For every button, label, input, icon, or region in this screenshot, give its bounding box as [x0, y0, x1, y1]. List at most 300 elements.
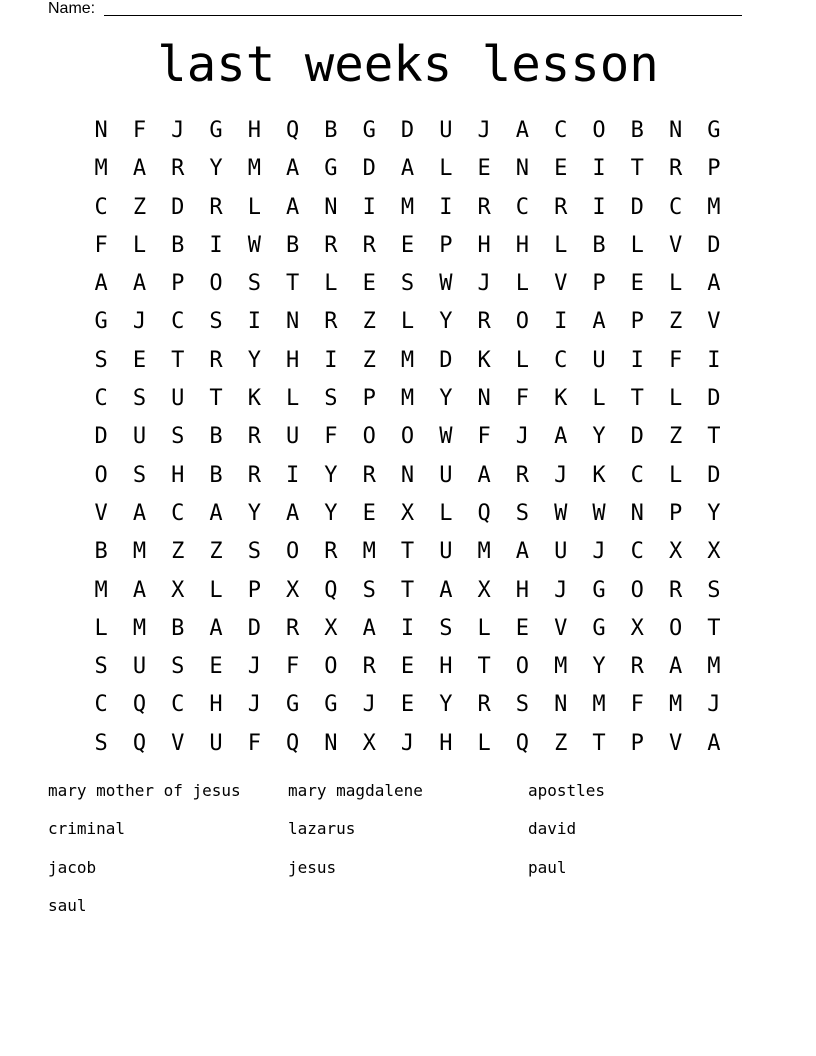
grid-letter: A [94, 271, 108, 297]
grid-letter: T [286, 271, 300, 297]
grid-letter: V [554, 615, 568, 641]
grid-letter: M [400, 194, 415, 220]
grid-letter: B [324, 118, 338, 143]
grid-letter: S [94, 730, 108, 756]
grid-letter: G [592, 577, 606, 603]
grid-letter: Z [362, 347, 376, 373]
grid-letter: P [630, 309, 644, 335]
grid-letter: A [400, 156, 415, 182]
grid-letter: Z [171, 539, 185, 565]
grid-letter: I [400, 615, 415, 641]
grid-letter: R [324, 232, 338, 258]
grid-letter: U [439, 118, 453, 143]
grid-letter: X [477, 577, 491, 603]
grid-letter: X [707, 539, 721, 565]
grid-letter: R [286, 615, 300, 641]
grid-letter: K [477, 347, 491, 373]
grid-letter: T [477, 654, 491, 680]
grid-letter: V [94, 500, 108, 526]
grid-letter: J [554, 462, 568, 488]
grid-letter: F [324, 424, 338, 450]
grid-letter: J [171, 118, 185, 143]
grid-letter: A [209, 500, 223, 526]
grid-letter: A [515, 539, 530, 565]
grid-letter: F [94, 232, 108, 258]
grid-letter: L [592, 386, 606, 412]
grid-letter: D [439, 347, 453, 373]
grid-letter: B [171, 615, 185, 641]
grid-letter: S [209, 309, 223, 335]
word-list-item: jacob [48, 857, 97, 877]
grid-letter: F [247, 730, 261, 756]
grid-letter: R [324, 539, 338, 565]
grid-letter: I [439, 194, 453, 220]
grid-letter: D [630, 424, 644, 450]
grid-letter: N [286, 309, 300, 335]
grid-letter: B [592, 232, 606, 258]
grid-letter: K [247, 386, 261, 412]
grid-letter: B [630, 118, 644, 143]
word-list-item: david [528, 819, 577, 839]
grid-letter: G [209, 118, 223, 143]
grid-letter: G [324, 156, 338, 182]
grid-letter: R [362, 462, 376, 488]
grid-letter: C [630, 462, 644, 488]
grid-letter: J [515, 424, 530, 450]
grid-letter: I [707, 347, 721, 373]
grid-letter: C [171, 500, 185, 526]
grid-letter: K [592, 462, 606, 488]
grid-letter: A [707, 271, 721, 297]
grid-letter: F [630, 692, 644, 718]
grid-letter: R [324, 309, 338, 335]
grid-letter: S [362, 577, 376, 603]
grid-letter: I [554, 309, 568, 335]
grid-letter: Q [286, 730, 300, 756]
grid-letter: R [362, 654, 376, 680]
grid-letter: U [592, 347, 606, 373]
grid-letter: Y [439, 309, 453, 335]
grid-letter: N [554, 692, 568, 718]
grid-letter: E [515, 615, 530, 641]
grid-letter: S [324, 386, 338, 412]
grid-letter: L [668, 271, 683, 297]
grid-letter: L [515, 271, 530, 297]
grid-letter: P [247, 577, 261, 603]
grid-letter: K [554, 386, 568, 412]
grid-letter: E [362, 271, 376, 297]
grid-letter: Z [668, 309, 683, 335]
grid-letter: J [554, 577, 568, 603]
grid-letter: H [515, 577, 530, 603]
grid-letter: U [286, 424, 300, 450]
grid-letter: W [439, 424, 453, 450]
grid-letter: H [171, 462, 185, 488]
grid-letter: Y [324, 462, 338, 488]
grid-letter: D [171, 194, 185, 220]
grid-letter: X [286, 577, 300, 603]
grid-letter: M [592, 692, 606, 718]
grid-letter: Y [592, 424, 606, 450]
page-title: last weeks lesson [157, 36, 659, 93]
grid-letter: T [592, 730, 606, 756]
grid-letter: S [515, 500, 530, 526]
grid-letter: F [668, 347, 683, 373]
grid-letter: L [132, 232, 147, 258]
grid-letter: A [707, 730, 721, 756]
grid-letter: N [668, 118, 683, 143]
grid-letter: L [477, 615, 491, 641]
grid-letter: C [94, 194, 108, 220]
grid-letter: G [286, 692, 300, 718]
grid-letter: Q [132, 730, 147, 756]
grid-letter: B [94, 539, 108, 565]
grid-letter: H [247, 118, 261, 143]
grid-letter: N [400, 462, 415, 488]
grid-letter: J [132, 309, 147, 335]
grid-letter: M [132, 539, 147, 565]
grid-letter: X [171, 577, 185, 603]
grid-letter: H [209, 692, 223, 718]
grid-letter: R [247, 424, 261, 450]
grid-letter: V [668, 730, 683, 756]
grid-letter: C [171, 309, 185, 335]
grid-letter: L [515, 347, 530, 373]
grid-letter: D [94, 424, 108, 450]
grid-letter: I [209, 232, 223, 258]
grid-letter: G [707, 118, 721, 143]
grid-letter: I [362, 194, 376, 220]
grid-letter: L [400, 309, 415, 335]
grid-letter: E [209, 654, 223, 680]
grid-letter: L [554, 232, 568, 258]
grid-letter: C [554, 347, 568, 373]
grid-letter: P [668, 500, 683, 526]
grid-letter: O [668, 615, 683, 641]
grid-letter: L [668, 462, 683, 488]
grid-letter: S [132, 462, 147, 488]
grid-letter: Q [286, 118, 300, 143]
grid-letter: R [668, 577, 683, 603]
grid-letter: R [477, 309, 491, 335]
grid-letter: J [247, 692, 261, 718]
grid-letter: Q [477, 500, 491, 526]
grid-letter: S [247, 539, 261, 565]
grid-letter: T [209, 386, 223, 412]
grid-letter: Q [515, 730, 530, 756]
word-list-item: mary magdalene [288, 781, 423, 800]
grid-letter: O [209, 271, 223, 297]
grid-letter: H [286, 347, 300, 373]
grid-letter: U [132, 654, 147, 680]
grid-letter: Y [247, 347, 261, 373]
grid-letter: H [439, 654, 453, 680]
grid-letter: A [477, 462, 491, 488]
grid-letter: R [362, 232, 376, 258]
grid-letter: Y [247, 500, 261, 526]
word-list-item: jesus [288, 857, 337, 877]
grid-letter: A [132, 271, 147, 297]
grid-letter: J [592, 539, 606, 565]
grid-letter: L [439, 156, 453, 182]
word-list-item: lazarus [288, 819, 356, 839]
grid-letter: S [707, 577, 721, 603]
grid-letter: V [554, 271, 568, 297]
grid-letter: G [362, 118, 376, 143]
grid-letter: S [515, 692, 530, 718]
grid-letter: Y [439, 692, 453, 718]
grid-letter: Z [132, 194, 147, 220]
grid-letter: S [439, 615, 453, 641]
grid-letter: N [94, 118, 108, 143]
grid-letter: B [286, 232, 300, 258]
grid-letter: J [477, 118, 491, 143]
grid-letter: L [247, 194, 261, 220]
grid-letter: Y [707, 500, 721, 526]
grid-letter: V [707, 309, 721, 335]
word-list-item: saul [48, 895, 87, 915]
grid-letter: U [209, 730, 223, 756]
grid-letter: B [171, 232, 185, 258]
grid-letter: Z [209, 539, 223, 565]
grid-letter: S [171, 424, 185, 450]
grid-letter: M [400, 347, 415, 373]
grid-letter: T [171, 347, 185, 373]
grid-letter: P [362, 386, 376, 412]
grid-letter: B [209, 424, 223, 450]
word-list [48, 780, 768, 933]
grid-letter: C [668, 194, 683, 220]
grid-letter: T [400, 577, 415, 603]
grid-letter: M [477, 539, 491, 565]
grid-letter: A [362, 615, 376, 641]
grid-letter: A [439, 577, 453, 603]
grid-letter: P [592, 271, 606, 297]
grid-letter: I [324, 347, 338, 373]
grid-letter: L [439, 500, 453, 526]
grid-letter: D [707, 232, 721, 258]
grid-letter: R [171, 156, 185, 182]
grid-letter: W [247, 232, 261, 258]
grid-letter: U [439, 539, 453, 565]
grid-letter: M [400, 386, 415, 412]
grid-letter: M [132, 615, 147, 641]
grid-letter: E [362, 500, 376, 526]
grid-letter: I [630, 347, 644, 373]
grid-letter: M [554, 654, 568, 680]
grid-letter: F [477, 424, 491, 450]
grid-letter: J [707, 692, 721, 718]
grid-letter: S [400, 271, 415, 297]
word-list-item: mary mother of jesus [48, 781, 241, 800]
grid-letter: A [132, 500, 147, 526]
grid-letter: G [94, 309, 108, 335]
grid-letter: O [324, 654, 338, 680]
grid-letter: P [707, 156, 721, 182]
grid-letter: R [477, 194, 491, 220]
grid-letter: L [94, 615, 108, 641]
grid-letter: D [400, 118, 415, 143]
grid-letter: W [592, 500, 606, 526]
name-underline [104, 15, 742, 16]
grid-letter: A [515, 118, 530, 143]
grid-letter: C [515, 194, 530, 220]
grid-letter: T [707, 615, 721, 641]
grid-letter: R [630, 654, 644, 680]
grid-letter: L [209, 577, 223, 603]
grid-letter: T [707, 424, 721, 450]
grid-letter: H [515, 232, 530, 258]
grid-letter: O [400, 424, 415, 450]
grid-letter: N [477, 386, 491, 412]
grid-letter: T [630, 156, 644, 182]
grid-letter: J [247, 654, 261, 680]
grid-letter: Q [132, 692, 147, 718]
grid-letter: H [477, 232, 491, 258]
grid-letter: O [515, 309, 530, 335]
grid-letter: O [515, 654, 530, 680]
grid-letter: A [132, 156, 147, 182]
grid-letter: G [592, 615, 606, 641]
grid-letter: M [94, 156, 108, 182]
grid-letter: R [209, 347, 223, 373]
grid-letter: O [592, 118, 606, 143]
grid-letter: U [171, 386, 185, 412]
grid-letter: R [515, 462, 530, 488]
grid-letter: J [362, 692, 376, 718]
grid-letter: D [630, 194, 644, 220]
grid-letter: J [400, 730, 415, 756]
grid-letter: F [286, 654, 300, 680]
grid-letter: Y [592, 654, 606, 680]
grid-letter: I [592, 194, 606, 220]
name-field[interactable] [48, 0, 742, 18]
word-list-item: paul [528, 857, 567, 877]
grid-letter: N [630, 500, 644, 526]
grid-letter: U [439, 462, 453, 488]
grid-letter: G [324, 692, 338, 718]
grid-letter: E [132, 347, 147, 373]
grid-letter: M [707, 654, 721, 680]
grid-letter: W [554, 500, 568, 526]
grid-letter: D [707, 462, 721, 488]
grid-letter: Y [439, 386, 453, 412]
grid-letter: I [247, 309, 261, 335]
grid-letter: X [630, 615, 644, 641]
grid-letter: A [286, 500, 300, 526]
grid-letter: E [400, 692, 415, 718]
grid-letter: S [171, 654, 185, 680]
grid-letter: T [400, 539, 415, 565]
grid-letter: E [554, 156, 568, 182]
grid-letter: L [630, 232, 644, 258]
grid-letter: M [707, 194, 721, 220]
grid-letter: R [477, 692, 491, 718]
grid-letter: A [132, 577, 147, 603]
grid-letter: D [247, 615, 261, 641]
grid-letter: Z [554, 730, 568, 756]
grid-letter: Y [209, 156, 223, 182]
grid-letter: A [209, 615, 223, 641]
grid-letter: A [286, 156, 300, 182]
grid-letter: Y [324, 500, 338, 526]
word-search-grid [82, 112, 733, 763]
grid-letter: R [209, 194, 223, 220]
grid-letter: P [171, 271, 185, 297]
grid-letter: R [247, 462, 261, 488]
grid-letter: U [554, 539, 568, 565]
grid-letter: A [668, 654, 683, 680]
grid-letter: S [247, 271, 261, 297]
grid-letter: L [286, 386, 300, 412]
grid-letter: S [132, 386, 147, 412]
grid-letter: V [668, 232, 683, 258]
grid-letter: W [439, 271, 453, 297]
grid-letter: F [515, 386, 530, 412]
grid-letter: U [132, 424, 147, 450]
grid-letter: C [171, 692, 185, 718]
grid-letter: L [668, 386, 683, 412]
grid-letter: X [362, 730, 376, 756]
grid-letter: B [209, 462, 223, 488]
grid-letter: S [94, 347, 108, 373]
grid-letter: C [630, 539, 644, 565]
grid-letter: D [707, 386, 721, 412]
grid-letter: A [554, 424, 568, 450]
grid-letter: N [324, 730, 338, 756]
name-label: Name: [48, 0, 96, 17]
grid-letter: T [630, 386, 644, 412]
grid-letter: M [94, 577, 108, 603]
grid-letter: D [362, 156, 376, 182]
grid-letter: Z [362, 309, 376, 335]
grid-letter: Z [668, 424, 683, 450]
grid-letter: O [630, 577, 644, 603]
grid-letter: M [362, 539, 376, 565]
grid-letter: V [171, 730, 185, 756]
grid-letter: E [400, 654, 415, 680]
grid-letter: A [592, 309, 606, 335]
grid-letter: M [247, 156, 261, 182]
grid-letter: P [439, 232, 453, 258]
word-list-item: apostles [528, 781, 606, 800]
grid-letter: P [630, 730, 644, 756]
grid-letter: R [668, 156, 683, 182]
grid-letter: I [592, 156, 606, 182]
grid-letter: E [400, 232, 415, 258]
grid-letter: M [668, 692, 683, 718]
grid-letter: S [94, 654, 108, 680]
grid-letter: F [132, 118, 147, 143]
grid-letter: J [477, 271, 491, 297]
grid-letter: X [668, 539, 683, 565]
grid-letter: E [630, 271, 644, 297]
grid-letter: C [94, 386, 108, 412]
grid-letter: C [554, 118, 568, 143]
grid-letter: L [477, 730, 491, 756]
grid-letter: O [286, 539, 300, 565]
grid-letter: E [477, 156, 491, 182]
word-list-item: criminal [48, 819, 126, 839]
grid-letter: L [324, 271, 338, 297]
grid-letter: Q [324, 577, 338, 603]
grid-letter: C [94, 692, 108, 718]
grid-letter: A [286, 194, 300, 220]
grid-letter: R [554, 194, 568, 220]
grid-letter: H [439, 730, 453, 756]
grid-letter: I [286, 462, 300, 488]
grid-letter: X [324, 615, 338, 641]
